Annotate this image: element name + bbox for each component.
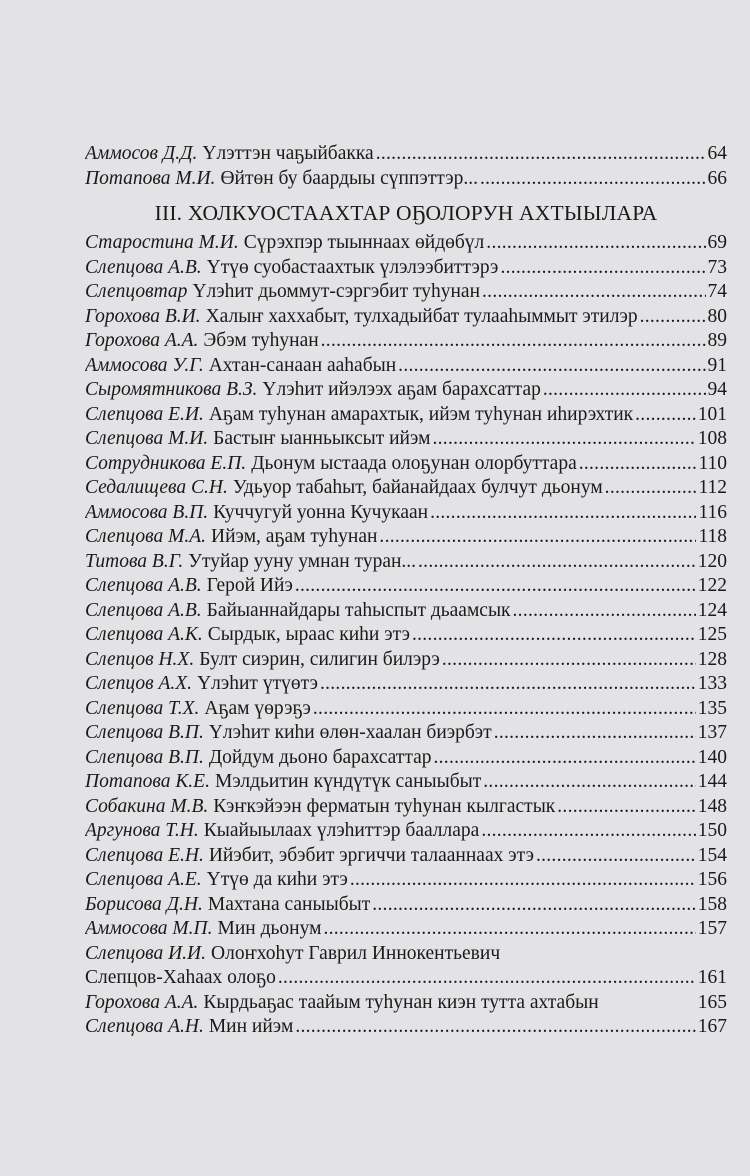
toc-entry (85, 991, 727, 1016)
entry-title: Кырдьаҕас таайым туһунан киэн тутта ахтабын (203, 991, 599, 1013)
dot-leader (321, 329, 706, 354)
entry-title: Махтана саныыбыт (207, 893, 371, 915)
dot-leader (513, 599, 696, 624)
entry-author: Горохова А.А. (85, 330, 199, 351)
entry-title: Мин дьонум (217, 918, 322, 939)
dot-leader (494, 721, 696, 746)
dot-leader (480, 167, 706, 192)
entry-title: Аҕам туһунан амарахтык, ийэм туһунан иһирэхтик (208, 403, 634, 425)
toc-entry (85, 550, 727, 575)
entry-author: Горохова В.И. (85, 305, 201, 327)
entry-author: Сотрудникова Е.П. (85, 452, 247, 474)
toc-entry (85, 1015, 727, 1040)
entry-page: 140 (697, 746, 727, 768)
entry-author: Слепцова И.И. (85, 942, 207, 964)
toc-entry (85, 305, 727, 330)
entry-author: Старостина М.И. (85, 232, 239, 253)
dot-leader (430, 501, 696, 526)
entry-title: Удьуор табаһыт, байанайдаах булчут дьонум (232, 477, 603, 498)
toc-entry (85, 599, 727, 624)
toc-entry (85, 280, 727, 305)
entry-title: Байыаннайдары таһыспыт дьаамсык (206, 599, 511, 621)
toc-entry (85, 427, 727, 452)
toc-entry (85, 795, 727, 820)
entry-page: 137 (697, 722, 727, 743)
entry-page: 161 (697, 967, 727, 988)
entry-author: Слепцова В.П. (85, 746, 204, 768)
entry-author: Титова В.Г. (85, 550, 184, 572)
entry-author: Слепцов Н.Х. (85, 648, 195, 670)
toc-entry (85, 648, 727, 673)
entry-page: 73 (707, 256, 727, 278)
entry-author: Собакина М.В. (85, 795, 209, 817)
entry-page: 118 (698, 526, 727, 547)
entry-page: 64 (707, 143, 727, 164)
entry-author: Слепцова А.В. (85, 256, 202, 278)
dot-leader (486, 231, 705, 256)
entry-author: Слепцова А.К. (85, 624, 203, 645)
table-of-contents (85, 142, 727, 1040)
entry-title: Өйтөн бу баардыы сүппэттэр... (220, 167, 478, 189)
entry-title: Сырдык, ыраас киһи этэ (207, 624, 410, 645)
entry-title: Үтүө суобастаахтык үлэлээбиттэрэ (206, 256, 499, 278)
toc-entry (85, 525, 727, 550)
entry-title: Ахтан-санаан ааһабын (208, 354, 397, 376)
entry-author: Потапова М.И. (85, 167, 216, 189)
dot-leader (640, 305, 706, 330)
toc-entry-continuation (85, 966, 727, 991)
entry-page: 148 (697, 795, 727, 817)
entry-author: Аммосова М.П. (85, 918, 213, 939)
toc-entry (85, 231, 727, 256)
entry-title: Герой Ийэ (206, 575, 293, 596)
toc-entry (85, 672, 727, 697)
toc-entry (85, 746, 727, 771)
dot-leader (295, 574, 696, 599)
dot-leader (323, 917, 695, 942)
entry-page: 157 (697, 918, 727, 939)
entry-title: Кыайыылаах үлэһиттэр бааллара (203, 820, 480, 841)
toc-entry (85, 167, 727, 192)
toc-entry (85, 721, 727, 746)
dot-leader (376, 142, 706, 167)
entry-page: 144 (697, 771, 727, 792)
entry-page: 110 (698, 452, 727, 474)
dot-leader (481, 819, 695, 844)
toc-entry (85, 378, 727, 403)
entry-title: Куччугуй уонна Кучукаан (213, 501, 429, 523)
entry-title: Үлэһит ийэлээх аҕам барахсаттар (262, 379, 541, 400)
dot-leader (278, 966, 696, 991)
entry-page: 135 (697, 697, 727, 719)
entry-page: 89 (707, 330, 727, 351)
dot-leader (350, 868, 696, 893)
entry-title: Мэлдьитин күндүтүк саныыбыт (214, 771, 482, 792)
section-heading: III. ХОЛКУОСТААХТАР ОҔОЛОРУН АХТЫЫЛАРА (154, 201, 658, 225)
entry-author: Слепцова А.Н. (85, 1016, 204, 1037)
entry-page: 124 (697, 599, 727, 621)
entry-page: 108 (697, 428, 727, 449)
dot-leader (320, 672, 696, 697)
entry-title: Дьонум ыстаада олоҕунан олорбуттара (251, 452, 577, 474)
entry-page: 125 (697, 624, 727, 645)
toc-entry (85, 403, 727, 428)
entry-author: Слепцова А.В. (85, 599, 202, 621)
entry-title: Халыҥ хаххабыт, тулхадыйбат тулааһыммыт этилэр (205, 305, 638, 327)
toc-entry (85, 354, 727, 379)
entry-page: 165 (697, 991, 727, 1013)
entry-title: Үлэһит үтүөтэ (197, 673, 318, 694)
entry-author: Слепцова М.А. (85, 526, 206, 547)
entry-author: Слепцова Е.И. (85, 403, 204, 425)
entry-page: 69 (707, 232, 727, 253)
entry-page: 133 (697, 673, 727, 694)
toc-entry (85, 256, 727, 281)
entry-title: Сүрэхпэр тыыннаах өйдөбүл (243, 232, 485, 253)
pre-section-entries (85, 142, 727, 191)
entry-title: Утуйар ууну умнан туран... (188, 550, 417, 572)
entry-author: Аммосов Д.Д. (85, 143, 198, 164)
entry-author: Аммосова У.Г. (85, 354, 204, 376)
entry-author: Седалищева С.Н. (85, 477, 228, 498)
entry-page: 158 (697, 893, 727, 915)
entry-page: 101 (697, 403, 727, 425)
dot-leader (295, 1015, 695, 1040)
toc-entry (85, 452, 727, 477)
dot-leader (579, 452, 697, 477)
toc-entry (85, 868, 727, 893)
toc-entry (85, 623, 727, 648)
toc-entry (85, 697, 727, 722)
toc-entry (85, 819, 727, 844)
toc-entry (85, 501, 727, 526)
entry-author: Слепцова М.И. (85, 428, 209, 449)
entry-page: 154 (697, 844, 727, 866)
toc-entry (85, 844, 727, 869)
entry-title: Үлэһит киһи өлөн-хаалан биэрбэт (208, 722, 492, 743)
entry-title: Олоҥхоһут Гаврил Иннокентьевич (211, 942, 501, 964)
dot-leader (434, 746, 696, 771)
entry-page: 66 (707, 167, 727, 189)
section-entries (85, 231, 727, 942)
toc-entry (85, 942, 727, 967)
dot-leader (500, 256, 705, 281)
toc-entry (85, 893, 727, 918)
entry-title: Булт сиэрин, силигин билэрэ (199, 648, 440, 670)
entry-page: 94 (707, 379, 727, 400)
dot-leader (379, 525, 696, 550)
entry-title: Кэҥкэйээн ферматын туһунан кылгастык (213, 795, 556, 817)
toc-entry (85, 917, 727, 942)
entry-page: 116 (698, 501, 727, 523)
entry-author: Аммосова В.П. (85, 501, 209, 523)
entry-title: Слепцов-Хаһаах олоҕо (85, 967, 276, 988)
toc-entry (85, 770, 727, 795)
dot-leader (557, 795, 695, 820)
dot-leader (418, 550, 696, 575)
entry-author: Борисова Д.Н. (85, 893, 203, 915)
entry-author: Слепцова Е.Н. (85, 844, 204, 866)
entry-page: 112 (698, 477, 727, 498)
entry-title: Бастыҥ ыанньыксыт ийэм (213, 428, 431, 449)
dot-leader (442, 648, 696, 673)
toc-entry (85, 476, 727, 501)
entry-title: Мин ийэм (208, 1016, 294, 1037)
entry-title: Дойдум дьоно барахсаттар (208, 746, 432, 768)
entry-author: Потапова К.Е. (85, 771, 210, 792)
toc-entry (85, 329, 727, 354)
entry-title: Ийэбит, эбэбит эргиччи талааннаах этэ (208, 844, 534, 866)
entry-page: 91 (707, 354, 727, 376)
dot-leader (412, 623, 696, 648)
dot-leader (372, 893, 696, 918)
entry-title: Аҕам үөрэҕэ (204, 697, 311, 719)
entry-author: Слепцова А.В. (85, 575, 202, 596)
dot-leader (635, 403, 696, 428)
dot-leader (543, 378, 706, 403)
entry-page: 120 (697, 550, 727, 572)
entry-page: 150 (697, 820, 727, 841)
dot-leader (313, 697, 696, 722)
toc-entry (85, 142, 727, 167)
entry-author: Слепцова А.Е. (85, 869, 202, 890)
dot-leader (433, 427, 696, 452)
entry-title: Үлэттэн чаҕыйбакка (202, 143, 374, 164)
entry-title: Үлэһит дьоммут-сэргэбит туһунан (192, 281, 481, 302)
entry-author: Слепцов А.Х. (85, 673, 193, 694)
entry-page: 74 (707, 281, 727, 302)
entry-title: Үтүө да киһи этэ (206, 869, 348, 890)
entry-page: 122 (697, 575, 727, 596)
dot-leader (605, 476, 697, 501)
entry-page: 167 (697, 1016, 727, 1037)
entry-title: Ийэм, аҕам туһунан (211, 526, 378, 547)
entry-author: Слепцовтар (85, 281, 188, 302)
post-entries (85, 991, 727, 1040)
entry-author: Аргунова Т.Н. (85, 820, 199, 841)
dot-leader (482, 280, 705, 305)
entry-page: 156 (697, 869, 727, 890)
dot-leader (398, 354, 705, 379)
entry-author: Горохова А.А. (85, 991, 199, 1013)
entry-author: Слепцова Т.Х. (85, 697, 200, 719)
entry-author: Сыромятникова В.З. (85, 379, 258, 400)
dot-leader (536, 844, 696, 869)
dot-leader (483, 770, 695, 795)
entry-author: Слепцова В.П. (85, 722, 204, 743)
toc-entry (85, 574, 727, 599)
entry-page: 128 (697, 648, 727, 670)
entry-title: Эбэм туһунан (203, 330, 319, 351)
entry-page: 80 (707, 305, 727, 327)
